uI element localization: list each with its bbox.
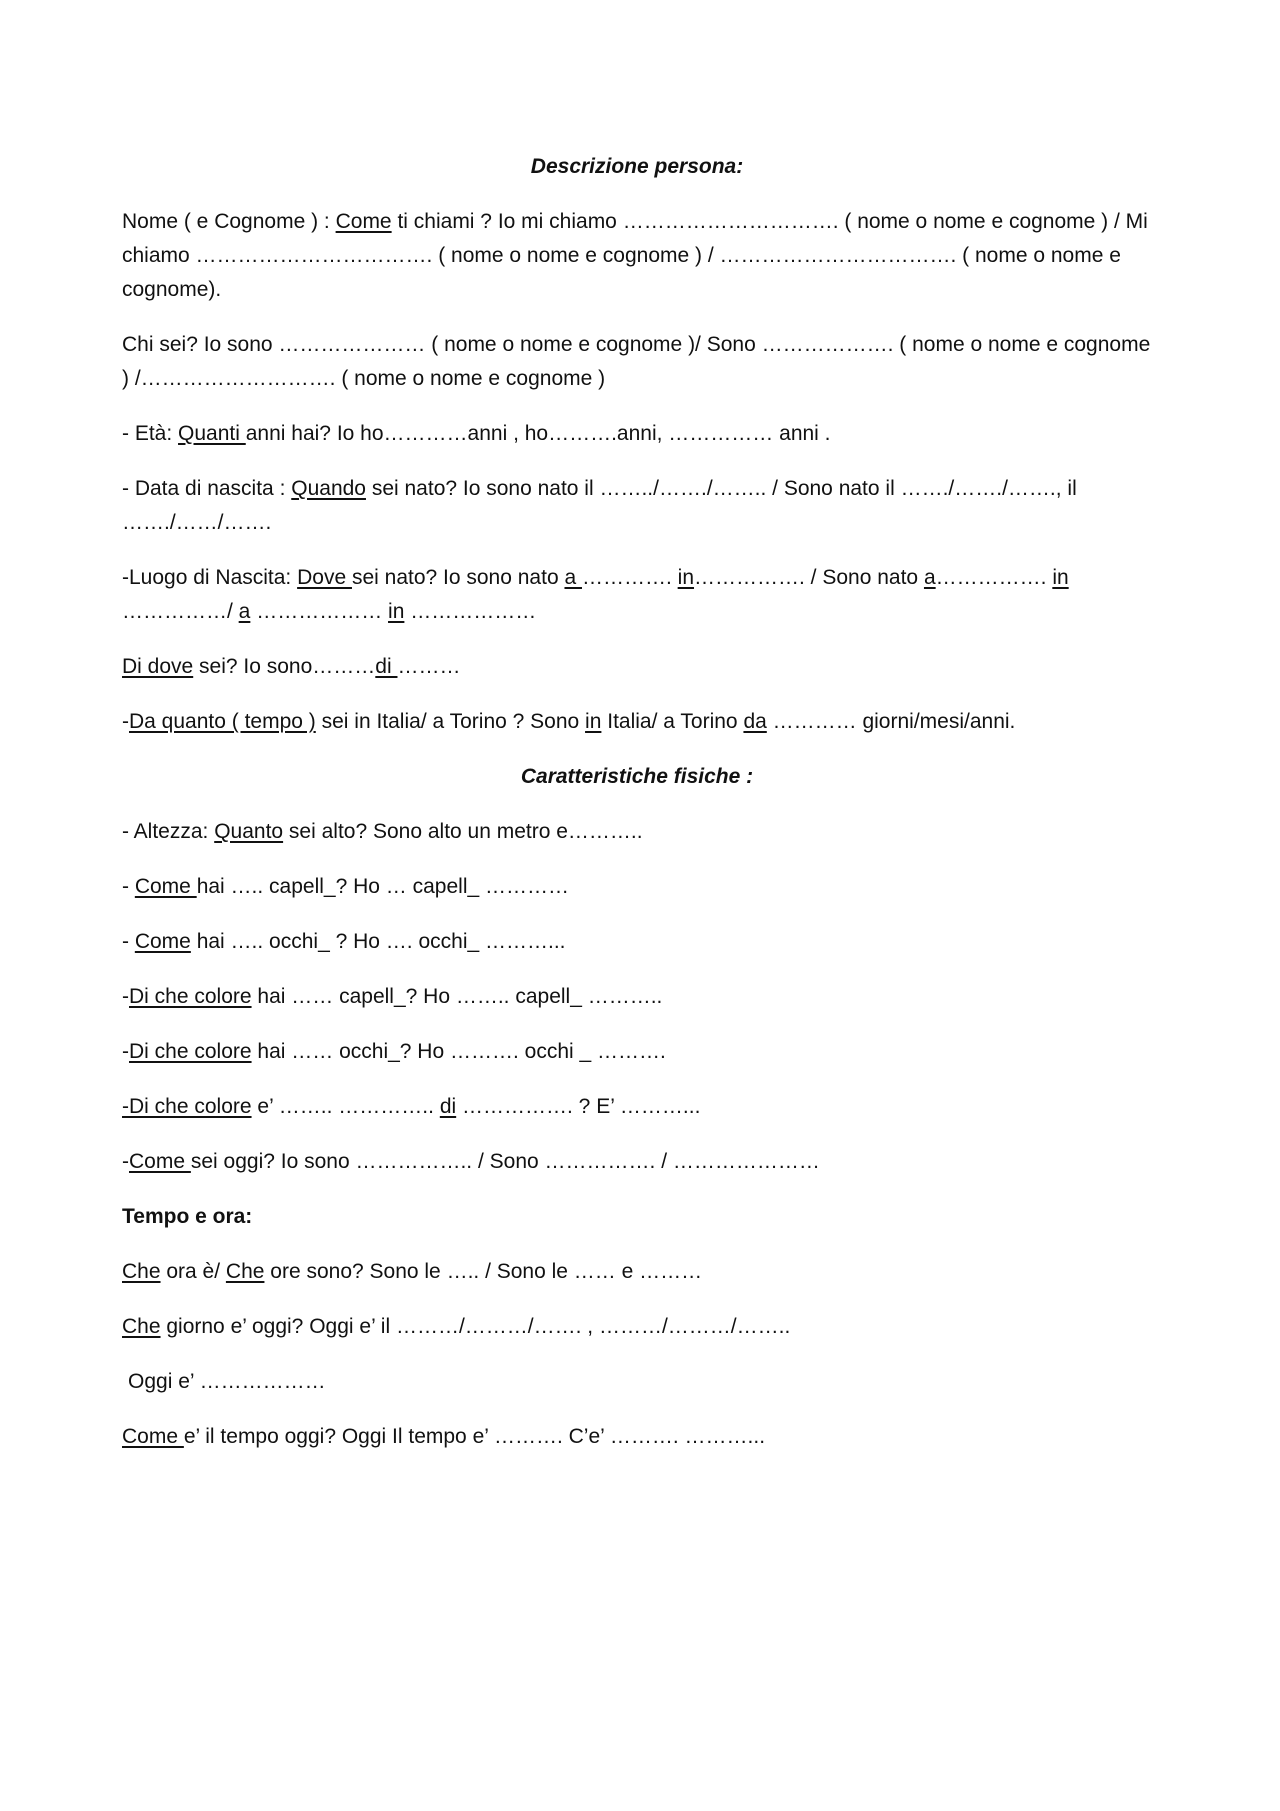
birth-place-question [122,561,1152,629]
eyes-question [122,925,1152,959]
document-body [122,150,1152,1475]
text-segment: sei nato? Io sono nato il ……../……./…….. / Sono nato il ……./……./……., il ……./……/……. [122,477,1077,534]
underlined-word: in [1052,566,1069,589]
text-segment: sei alto? Sono alto un metro e……….. [283,820,643,843]
who-are-you-question: Chi sei? Io sono ………………… ( nome o nome e cognome )/ Sono ………………. ( nome o nome e cognome ) /………………………. ( nome o nome e cognome ) [122,333,1151,390]
text-segment: - [122,1040,129,1063]
underlined-word: Quanto [214,820,284,843]
text-segment: …………. [581,566,678,589]
underlined-word: Come [335,210,392,233]
today-line: Oggi e’ ……………… [128,1370,326,1393]
text-segment: hai ….. capell_? Ho … capell_ ………… [196,875,570,898]
text-segment: - [122,875,135,898]
day-question [122,1310,1152,1344]
how-are-you-question [122,1145,1152,1179]
color-of-question [122,1090,1152,1124]
text-segment: - [122,1150,129,1173]
underlined-word: Da quanto ( tempo ) [129,710,316,733]
text-segment: sei in Italia/ a Torino ? Sono [315,710,586,733]
text-segment: hai ….. occhi_ ? Ho …. occhi_ ………... [190,930,566,953]
underlined-word: Quanti [178,422,246,445]
eye-color-question [122,1035,1152,1069]
how-long-question [122,705,1152,739]
underlined-word: Come [129,1150,191,1173]
underlined-word: Che [225,1260,265,1283]
text-segment: hai …… capell_? Ho …….. capell_ ……….. [251,985,663,1008]
underlined-word: a [238,600,251,623]
section-title-personal-description: Descrizione persona: [530,155,744,178]
text-segment: ……………… [404,600,537,623]
weather-question [122,1420,1152,1454]
underlined-word: da [743,710,767,733]
text-segment: sei oggi? Io sono …………….. / Sono ……………. / ………………… [190,1150,820,1173]
where-from-question [122,650,1152,684]
text-segment: ……………/ [122,600,239,623]
underlined-word: Di che colore [129,1040,252,1063]
underlined-word: di [439,1095,457,1118]
section-title-time: Tempo e ora: [122,1205,253,1228]
underlined-word: Di dove [122,655,194,678]
underlined-word: a [564,566,582,589]
text-segment: sei nato? Io sono nato [351,566,565,589]
text-segment: ………… giorni/mesi/anni. [766,710,1016,733]
name-question [122,205,1152,307]
age-question [122,417,1152,451]
height-question [122,815,1152,849]
text-segment: ……………. [935,566,1053,589]
text-segment: ……… [397,655,461,678]
underlined-word: Che [122,1315,161,1338]
underlined-word: Di che colore [129,985,252,1008]
underlined-word: Quando [291,477,366,500]
text-segment: e’ il tempo oggi? Oggi Il tempo e’ ………. C’e’ ………. ………... [183,1425,766,1448]
text-segment: - Data di nascita : [122,477,292,500]
underlined-word: in [388,600,405,623]
text-segment: sei? Io sono……… [193,655,376,678]
text-segment: ti chiami ? Io mi chiamo …………………………. ( nome o nome e cognome ) / Mi chiamo ……………………………. ( nome o nome e cognome ) / ……………………………. ( nome o nome e cognome). [122,210,1148,301]
time-question [122,1255,1152,1289]
underlined-word: Come [134,930,191,953]
text-segment: - [122,710,129,733]
text-segment: ……………. ? E’ ………... [456,1095,701,1118]
underlined-word: -Di che colore [122,1095,252,1118]
underlined-word: di [375,655,398,678]
text-segment: Italia/ a Torino [601,710,744,733]
text-segment: e’ …….. ………….. [251,1095,440,1118]
underlined-word: Come [134,875,197,898]
text-segment: hai …… occhi_? Ho ………. occhi _ ………. [251,1040,666,1063]
hair-color-question [122,980,1152,1014]
text-segment: anni hai? Io ho…………anni , ho……….anni, …………… anni . [245,422,831,445]
text-segment: Nome ( e Cognome ) : [122,210,336,233]
birth-date-question [122,472,1152,540]
underlined-word: in [585,710,602,733]
underlined-word: Dove [297,566,352,589]
text-segment: giorno e’ oggi? Oggi e’ il ………/………/……. , ………/………/…….. [160,1315,791,1338]
text-segment: - [122,930,135,953]
hair-question [122,870,1152,904]
text-segment: - [122,985,129,1008]
section-title-physical-features: Caratteristiche fisiche : [520,765,754,788]
text-segment: -Luogo di Nascita: [122,566,298,589]
text-segment: ……………… [250,600,389,623]
text-segment: ore sono? Sono le ….. / Sono le …… e ……… [264,1260,703,1283]
underlined-word: Come [122,1425,184,1448]
underlined-word: a [923,566,936,589]
text-segment: - Altezza: [122,820,215,843]
text-segment: ……………. / Sono nato [694,566,924,589]
text-segment: - Età: [122,422,179,445]
text-segment: ora è/ [160,1260,226,1283]
underlined-word: in [677,566,695,589]
underlined-word: Che [122,1260,161,1283]
